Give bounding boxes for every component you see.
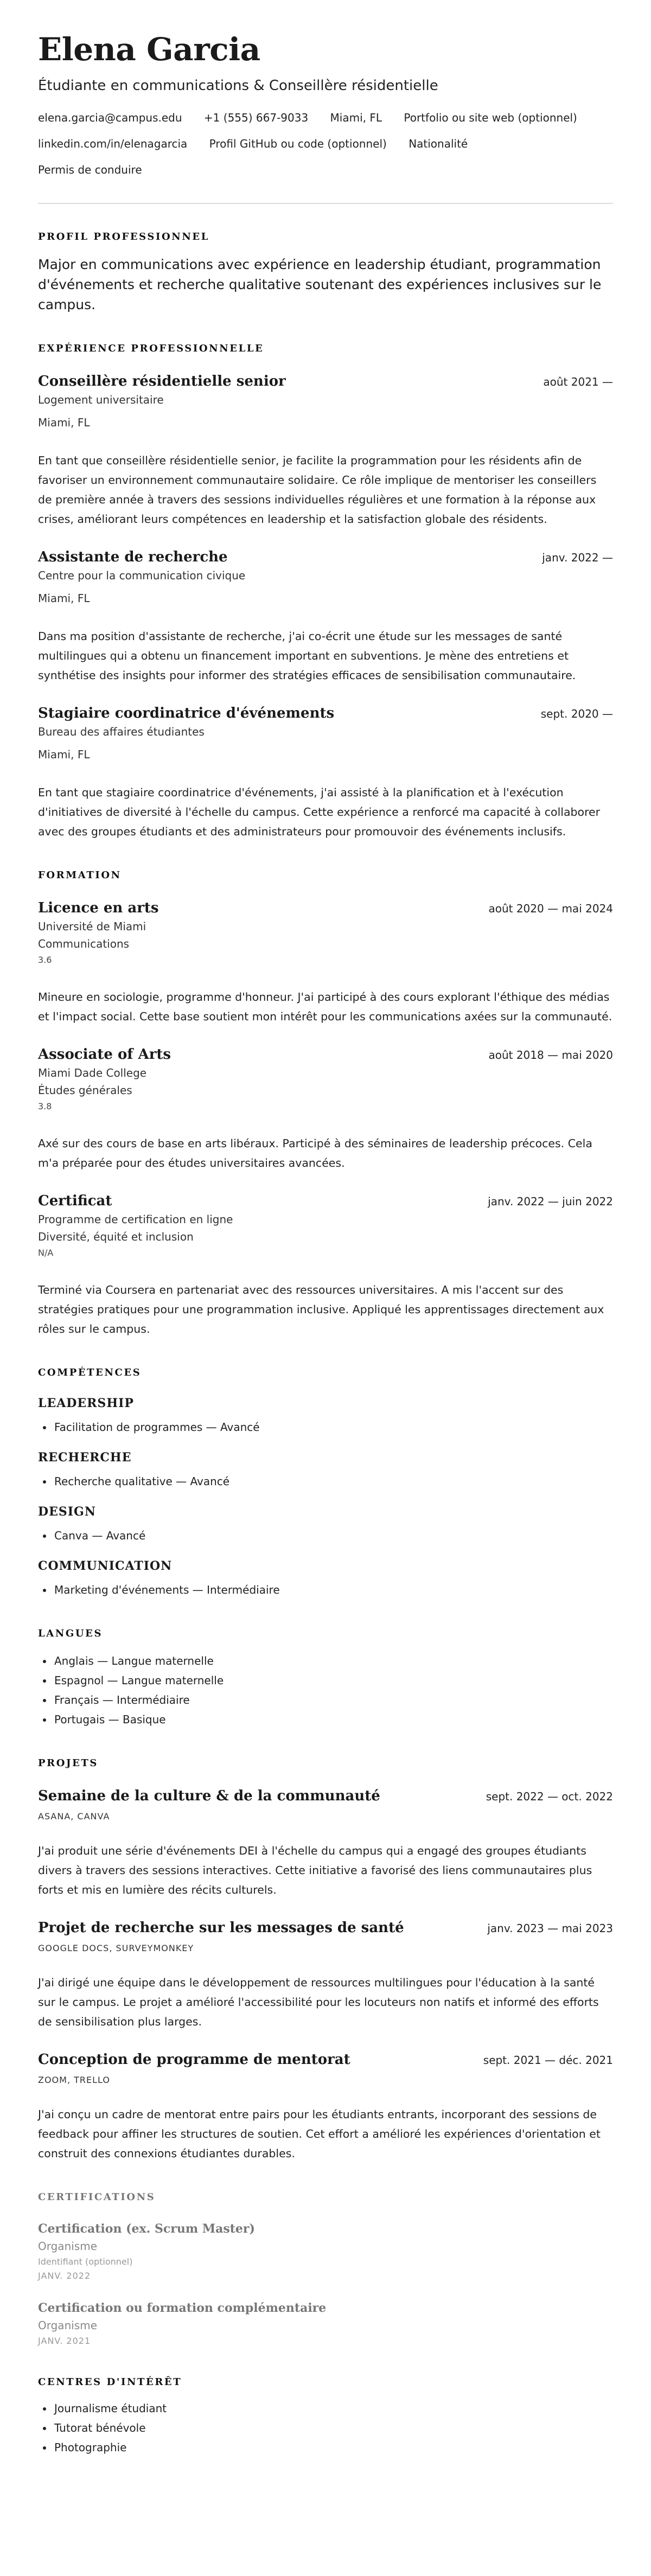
school-name: Miami Dade College — [38, 1066, 147, 1079]
language-item: • Français — Intermédiaire — [53, 1690, 613, 1710]
project-entry — [38, 1786, 613, 1900]
experience-entry — [38, 547, 613, 685]
contact-phone[interactable]: +1 (555) 667-9033 — [203, 111, 309, 124]
job-organization: Logement universitaire — [38, 393, 164, 406]
skill-item: • Marketing d'événements — Intermédiaire — [53, 1580, 613, 1600]
job-organization: Centre pour la communication civique — [38, 569, 246, 582]
interest-item: • Photographie — [53, 2438, 613, 2457]
project-entry — [38, 2050, 613, 2163]
languages-section — [38, 1628, 613, 1729]
gpa-value: 3.6 — [38, 955, 52, 965]
project-name: Semaine de la culture & de la communauté — [38, 1788, 380, 1804]
project-name: Conception de programme de mentorat — [38, 2051, 350, 2068]
projects-section — [38, 1757, 613, 2163]
education-entry — [38, 898, 613, 1026]
contact-location: Miami, FL — [330, 111, 382, 124]
certification-date: JANV. 2021 — [38, 2336, 91, 2346]
certification-date: JANV. 2022 — [38, 2271, 91, 2281]
project-tools: ASANA, CANVA — [38, 1811, 110, 1821]
field-of-study: Études générales — [38, 1084, 132, 1097]
project-description: J'ai produit une série d'événements DEI à l'échelle du campus qui a engagé des groupes étudiants divers à travers des sessions interactives. Cette initiative a favorisé des liens communautaires plus forts et mis en lumière des récits culturels. — [38, 1844, 592, 1896]
section-title-skills: COMPÉTENCES — [38, 1367, 142, 1378]
experience-entry — [38, 372, 613, 529]
field-of-study: Diversité, équité et inclusion — [38, 1230, 194, 1243]
certification-name: Certification ou formation complémentaire — [38, 2301, 327, 2315]
school-name: Université de Miami — [38, 920, 146, 933]
interest-list — [38, 2399, 613, 2457]
profile-section — [38, 231, 613, 315]
contact-nationality: Nationalité — [409, 137, 468, 150]
job-description: En tant que stagiaire coordinatrice d'événements, j'ai assisté à la planification et à l'exécution d'initiatives de diversité à l'échelle du campus. Cette expérience a renforcé ma capacité à collaborer avec des groupes étudiants et des administrateurs pour promouvoir des événements inclusifs. — [38, 786, 601, 838]
degree-title: Associate of Arts — [38, 1046, 171, 1063]
skill-item: • Recherche qualitative — Avancé — [53, 1472, 613, 1491]
job-date: août 2021 — — [543, 375, 613, 388]
certification-id: Identifiant (optionnel) — [38, 2257, 133, 2267]
education-description: Mineure en sociologie, programme d'honneur. J'ai participé à des cours explorant l'éthique des médias et l'impact social. Cette base soutient mon intérêt pour les communications axées sur la communauté. — [38, 990, 612, 1023]
certification-issuer: Organisme — [38, 2240, 98, 2253]
certification-entry — [38, 2220, 613, 2283]
skill-group — [38, 1449, 613, 1491]
gpa-value: N/A — [38, 1248, 54, 1258]
job-location: Miami, FL — [38, 416, 90, 429]
degree-title: Certificat — [38, 1193, 112, 1209]
education-description: Terminé via Coursera en partenariat avec des ressources universitaires. A mis l'accent sur des stratégies pratiques pour une programmation inclusive. Appliqué les apprentissages directement aux rôles sur le campus. — [38, 1283, 604, 1335]
language-item: • Portugais — Basique — [53, 1710, 613, 1729]
job-organization: Bureau des affaires étudiantes — [38, 725, 205, 738]
skill-group — [38, 1557, 613, 1600]
contact-line-3 — [38, 162, 613, 178]
language-list — [38, 1651, 613, 1729]
field-of-study: Communications — [38, 937, 130, 950]
person-name: Elena Garcia — [38, 31, 260, 68]
job-date: sept. 2020 — — [540, 707, 613, 720]
contact-email[interactable]: elena.garcia@campus.edu — [38, 111, 182, 124]
education-entry — [38, 1191, 613, 1339]
experience-section — [38, 343, 613, 841]
certification-entry — [38, 2299, 613, 2348]
education-section — [38, 870, 613, 1339]
project-date: janv. 2023 — mai 2023 — [487, 1922, 613, 1935]
education-description: Axé sur des cours de base en arts libéraux. Participé à des séminaires de leadership précoces. Cela m'a préparée pour des études universitaires avancées. — [38, 1137, 592, 1169]
contact-line-2 — [38, 136, 613, 152]
project-date: sept. 2022 — oct. 2022 — [486, 1790, 613, 1803]
experience-entry — [38, 704, 613, 841]
section-title-experience: EXPÉRIENCE PROFESSIONNELLE — [38, 343, 264, 354]
skill-group — [38, 1395, 613, 1437]
degree-date: janv. 2022 — juin 2022 — [488, 1195, 613, 1208]
job-description: Dans ma position d'assistante de recherche, j'ai co-écrit une étude sur les messages de santé multilingues qui a obtenu un financement important en subventions. Je mène des entretiens et synthétise des insights pour informer des stratégies efficaces de sensibilisation communautaire. — [38, 630, 576, 682]
degree-date: août 2018 — mai 2020 — [488, 1049, 613, 1062]
section-title-interests: CENTRES D'INTÉRÊT — [38, 2376, 182, 2388]
skill-list — [38, 1417, 613, 1437]
language-item: • Anglais — Langue maternelle — [53, 1651, 613, 1671]
header-divider — [38, 203, 613, 204]
job-location: Miami, FL — [38, 592, 90, 605]
section-title-certifications: CERTIFICATIONS — [38, 2191, 156, 2203]
contact-line-1 — [38, 110, 613, 126]
contact-linkedin[interactable]: linkedin.com/in/elenagarcia — [38, 137, 188, 150]
interest-item: • Tutorat bénévole — [53, 2418, 613, 2438]
skill-category: COMMUNICATION — [38, 1559, 173, 1573]
project-tools: GOOGLE DOCS, SURVEYMONKEY — [38, 1943, 194, 1953]
job-description: En tant que conseillère résidentielle senior, je facilite la programmation pour les résidents afin de favoriser un environnement communautaire solidaire. Ce rôle implique de mentoriser les conseillers de première année à travers des sessions individuelles régulières et une formation à la réponse aux crises, améliorant leurs compétences en leadership et la satisfaction globale des résidents. — [38, 454, 597, 526]
project-date: sept. 2021 — déc. 2021 — [483, 2054, 613, 2067]
skill-category: DESIGN — [38, 1505, 96, 1519]
project-entry — [38, 1918, 613, 2031]
contact-license: Permis de conduire — [38, 163, 142, 176]
profile-summary: Major en communications avec expérience en leadership étudiant, programmation d'événements et recherche qualitative soutenant des expériences inclusives sur le campus. — [38, 257, 602, 312]
section-title-profile: PROFIL PROFESSIONNEL — [38, 231, 209, 242]
certification-issuer: Organisme — [38, 2319, 98, 2332]
language-item: • Espagnol — Langue maternelle — [53, 1671, 613, 1690]
project-name: Projet de recherche sur les messages de santé — [38, 1920, 404, 1936]
project-description: J'ai dirigé une équipe dans le développement de ressources multilingues pour l'éducation à la santé sur le campus. Le projet a amélioré l'accessibilité pour les locuteurs non natifs et informé des efforts de sensibilisation plus larges. — [38, 1976, 599, 2028]
skill-list — [38, 1526, 613, 1545]
section-title-education: FORMATION — [38, 870, 122, 881]
resume-header — [38, 30, 613, 178]
skill-item: • Facilitation de programmes — Avancé — [53, 1417, 613, 1437]
certification-name: Certification (ex. Scrum Master) — [38, 2222, 255, 2236]
project-tools: ZOOM, TRELLO — [38, 2075, 110, 2085]
certifications-section — [38, 2191, 613, 2348]
gpa-value: 3.8 — [38, 1101, 52, 1111]
school-name: Programme de certification en ligne — [38, 1213, 233, 1226]
skills-section — [38, 1367, 613, 1600]
job-title: Conseillère résidentielle senior — [38, 373, 286, 389]
degree-date: août 2020 — mai 2024 — [488, 902, 613, 915]
skill-item: • Canva — Avancé — [53, 1526, 613, 1545]
skill-list — [38, 1580, 613, 1600]
job-title: Assistante de recherche — [38, 549, 228, 565]
job-date: janv. 2022 — — [542, 551, 613, 564]
education-entry — [38, 1045, 613, 1173]
job-title: Stagiaire coordinatrice d'événements — [38, 705, 335, 721]
degree-title: Licence en arts — [38, 900, 159, 916]
skill-category: RECHERCHE — [38, 1450, 132, 1465]
project-description: J'ai conçu un cadre de mentorat entre pairs pour les étudiants entrants, incorporant des sessions de feedback pour affiner les structures de soutien. Cet effort a amélioré les expériences d'orientation et construit des connexions étudiantes durables. — [38, 2108, 601, 2160]
person-headline: Étudiante en communications & Conseillère résidentielle — [38, 78, 438, 94]
interests-section — [38, 2376, 613, 2457]
skill-list — [38, 1472, 613, 1491]
job-location: Miami, FL — [38, 748, 90, 761]
section-title-projects: PROJETS — [38, 1757, 99, 1769]
section-title-languages: LANGUES — [38, 1628, 103, 1639]
contact-portfolio[interactable]: Portfolio ou site web (optionnel) — [404, 111, 577, 124]
interest-item: • Journalisme étudiant — [53, 2399, 613, 2418]
skill-category: LEADERSHIP — [38, 1396, 134, 1410]
skill-group — [38, 1503, 613, 1545]
contact-github[interactable]: Profil GitHub ou code (optionnel) — [209, 137, 387, 150]
